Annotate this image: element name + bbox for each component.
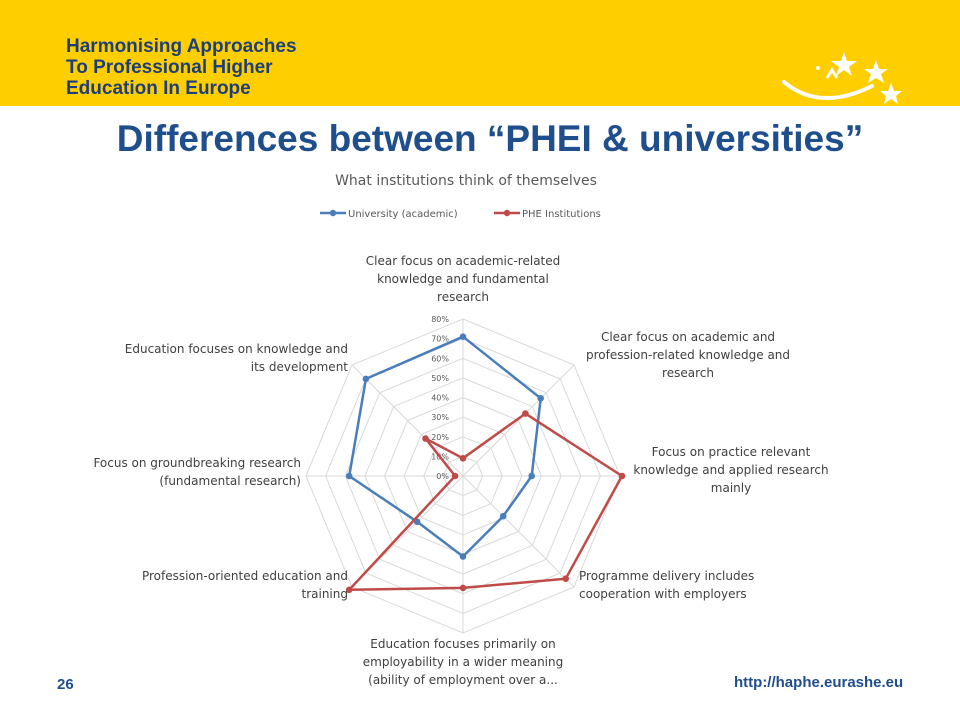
data-point xyxy=(619,473,626,480)
data-point xyxy=(500,513,507,520)
brand-line-3: Education In Europe xyxy=(66,78,251,99)
category-label: mainly xyxy=(710,481,752,495)
data-point xyxy=(460,333,467,340)
slide-number: 26 xyxy=(57,676,74,693)
category-label: research xyxy=(662,366,714,380)
series-line-university xyxy=(349,334,541,557)
legend-marker-university xyxy=(330,210,336,216)
data-point xyxy=(460,553,467,560)
tick-label: 50% xyxy=(431,373,449,383)
tick-label: 70% xyxy=(431,334,449,344)
legend-label-university: University (academic) xyxy=(348,209,458,220)
brand-line-1: Harmonising Approaches xyxy=(66,36,297,57)
legend-label-phe: PHE Institutions xyxy=(522,209,601,220)
category-label: profession-related knowledge and xyxy=(585,348,791,362)
slide-title: Differences between “PHEI & universities” xyxy=(116,118,864,159)
tick-label: 60% xyxy=(431,354,449,364)
radar-series xyxy=(346,333,625,593)
tick-label: 40% xyxy=(431,393,449,403)
category-label: knowledge and fundamental xyxy=(377,272,549,286)
category-label: Education focuses on knowledge and xyxy=(124,342,348,356)
category-label: research xyxy=(437,290,489,304)
tick-label: 20% xyxy=(431,432,449,442)
category-label: Focus on practice relevant xyxy=(651,445,811,459)
category-label: (fundamental research) xyxy=(159,474,301,488)
category-label: Focus on groundbreaking research xyxy=(93,456,301,470)
category-label: employability in a wider meaning xyxy=(362,655,564,669)
tick-label: 30% xyxy=(431,413,449,423)
chart-title: What institutions think of themselves xyxy=(335,173,597,189)
data-point xyxy=(460,585,467,592)
chart-legend xyxy=(320,209,601,220)
data-point xyxy=(562,575,569,582)
data-point xyxy=(528,473,535,480)
category-label: training xyxy=(301,587,348,601)
data-point xyxy=(452,473,459,480)
category-label: (ability of employment over a... xyxy=(368,673,558,687)
category-label: Clear focus on academic-related xyxy=(365,254,561,268)
footer-url[interactable]: http://haphe.eurashe.eu xyxy=(734,674,904,691)
category-label: knowledge and applied research xyxy=(633,463,829,477)
data-point xyxy=(522,410,529,417)
category-label: Programme delivery includes xyxy=(579,569,755,583)
category-label: its development xyxy=(250,360,348,374)
legend-marker-phe xyxy=(504,210,510,216)
data-point xyxy=(422,435,429,442)
category-label: Clear focus on academic and xyxy=(600,330,776,344)
data-point xyxy=(537,395,544,402)
data-point xyxy=(346,473,353,480)
category-label: Education focuses primarily on xyxy=(370,637,556,651)
category-label: Profession-oriented education and xyxy=(141,569,348,583)
tick-label: 0% xyxy=(436,472,449,481)
data-point xyxy=(363,376,370,383)
data-point xyxy=(460,455,467,462)
tick-label: 80% xyxy=(431,315,449,324)
brand-line-2: To Professional Higher xyxy=(66,57,273,78)
radar-category-labels xyxy=(93,254,828,687)
category-label: cooperation with employers xyxy=(579,587,747,601)
tick-label: 10% xyxy=(431,452,449,462)
